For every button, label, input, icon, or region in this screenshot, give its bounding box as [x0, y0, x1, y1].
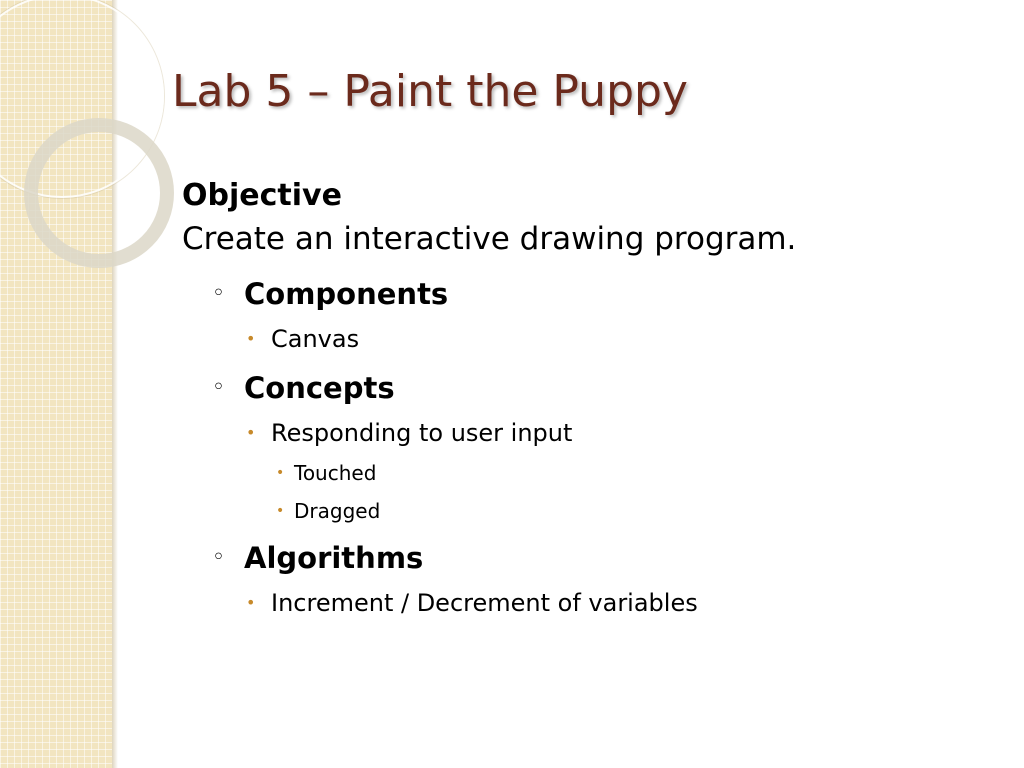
dot-bullet-icon: • — [246, 329, 256, 348]
slide-title: Lab 5 – Paint the Puppy — [172, 66, 688, 117]
hollow-bullet-icon: ◦ — [212, 281, 225, 306]
slide-body — [182, 175, 1002, 619]
sub-bullet-label: Touched — [294, 461, 377, 485]
sub-bullet-label: Dragged — [294, 499, 381, 523]
dot-bullet-icon: • — [276, 503, 285, 519]
section-concepts — [182, 369, 1002, 407]
sub-bullet-item — [182, 459, 1002, 487]
bullet-label: Responding to user input — [271, 419, 573, 447]
decorative-ring-thick — [24, 118, 174, 268]
bullet-item — [182, 417, 1002, 449]
bullet-label: Canvas — [271, 325, 360, 353]
hollow-bullet-icon: ◦ — [212, 545, 225, 570]
bullet-item — [182, 587, 1002, 619]
section-label: Algorithms — [244, 541, 424, 575]
objective-heading: Objective — [182, 178, 342, 213]
section-label: Concepts — [244, 371, 395, 405]
bullet-label: Increment / Decrement of variables — [271, 589, 698, 617]
dot-bullet-icon: • — [276, 465, 285, 481]
bullet-item — [182, 323, 1002, 355]
hollow-bullet-icon: ◦ — [212, 375, 225, 400]
sub-bullet-item — [182, 497, 1002, 525]
section-label: Components — [244, 277, 449, 311]
section-algorithms — [182, 539, 1002, 577]
dot-bullet-icon: • — [246, 423, 256, 442]
objective-text: Create an interactive drawing program. — [182, 221, 797, 257]
dot-bullet-icon: • — [246, 593, 256, 612]
section-components — [182, 275, 1002, 313]
